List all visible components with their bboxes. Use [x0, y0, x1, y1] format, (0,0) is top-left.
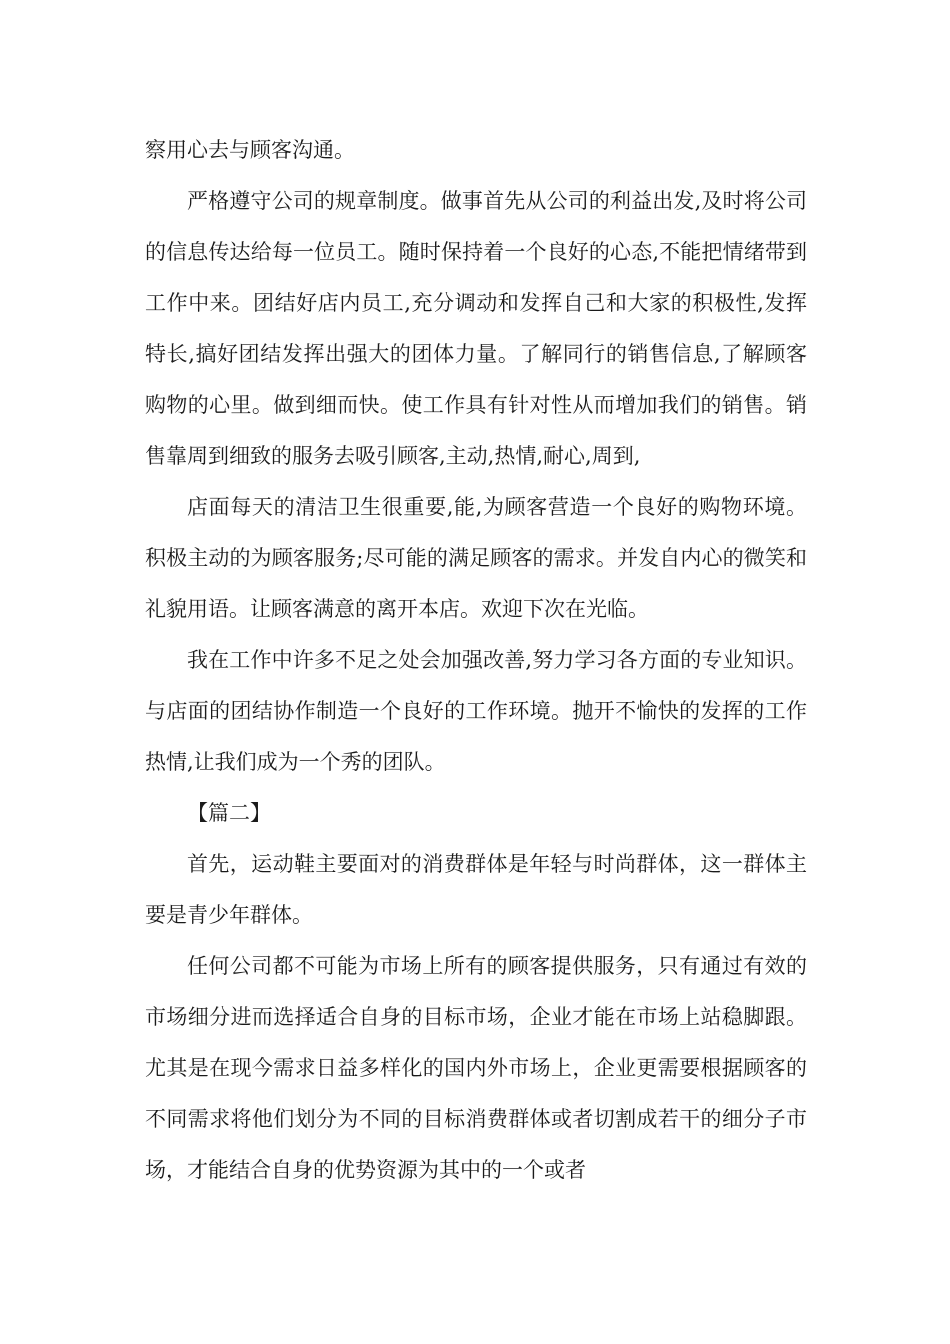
paragraph-improvement: 我在工作中许多不足之处会加强改善,努力学习各方面的专业知识。与店面的团结协作制造一个良好的工作环境。抛开不愉快的发挥的工作热情,让我们成为一个秀的团队。 — [145, 648, 807, 774]
body-text — [145, 125, 807, 1196]
section-heading: 【篇二】 — [187, 801, 271, 825]
paragraph-continuation: 察用心去与顾客沟通。 — [145, 138, 355, 162]
paragraph-target-group: 首先，运动鞋主要面对的消费群体是年轻与时尚群体，这一群体主要是青少年群体。 — [145, 852, 807, 927]
paragraph-rules: 严格遵守公司的规章制度。做事首先从公司的利益出发,及时将公司的信息传达给每一位员工。随时保持着一个良好的心态,不能把情绪带到工作中来。团结好店内员工,充分调动和发挥自己和大家的积极性,发挥特长,搞好团结发挥出强大的团体力量。了解同行的销售信息,了解顾客购物的心里。做到细而快。使工作具有针对性从而增加我们的销售。销售靠周到细致的服务去吸引顾客,主动,热情,耐心,周到, — [145, 189, 807, 468]
paragraph-cleanliness: 店面每天的清洁卫生很重要,能,为顾客营造一个良好的购物环境。积极主动的为顾客服务;尽可能的满足顾客的需求。并发自内心的微笑和礼貌用语。让顾客满意的离开本店。欢迎下次在光临。 — [145, 495, 807, 621]
paragraph-market-segmentation: 任何公司都不可能为市场上所有的顾客提供服务，只有通过有效的市场细分进而选择适合自身的目标市场，企业才能在市场上站稳脚跟。尤其是在现今需求日益多样化的国内外市场上，企业更需要根据顾客的不同需求将他们划分为不同的目标消费群体或者切割成若干的细分子市场，才能结合自身的优势资源为其中的一个或者 — [145, 954, 807, 1182]
